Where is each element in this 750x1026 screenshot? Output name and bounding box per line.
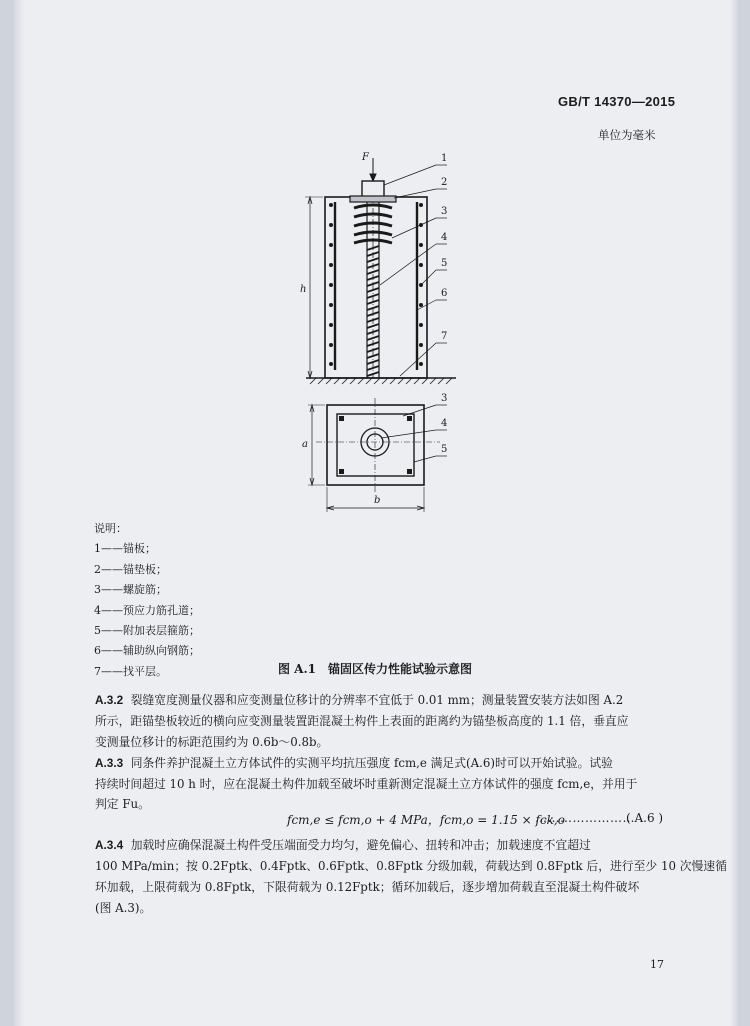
paragraph-a34-line1: A.3.4 加载时应确保混凝土构件受压端面受力均匀，避免偏心、扭转和冲击；加载速度不宜超过 (95, 838, 591, 852)
formula-number: ( A.6 ) (626, 811, 664, 825)
paragraph-a33-line2: 持续时间超过 10 h 时，应在混凝土构件加载至破坏时重新测定混凝土立方体试件的强度 fcm,e，并用于 (95, 777, 638, 791)
formula-dots: …………………… (535, 811, 635, 825)
legend-title: 说明： (94, 522, 127, 535)
paragraph-a34-line2: 100 MPa/min；按 0.2Fptk、0.4Fptk、0.6Fptk、0.8Fptk 分级加载，荷载达到 0.8Fptk 后，进行至少 10 次慢速循 (95, 859, 727, 873)
legend-item: 6——辅助纵向钢筋； (94, 644, 200, 658)
paragraph-a32-line3: 变测量位移计的标距范围约为 0.6b～0.8b。 (95, 735, 329, 749)
legend-item: 2——锚垫板； (94, 562, 167, 576)
callout-3: 3 (441, 206, 448, 217)
paragraph-a34-line4: (图 A.3)。 (95, 901, 152, 915)
figure-caption: 图 A.1 锚固区传力性能试验示意图 (277, 662, 473, 676)
paragraph-a32-line2: 所示，距锚垫板较近的横向应变测量装置距混凝土构件上表面的距离约为锚垫板高度的 1.1 倍，垂直应 (95, 714, 629, 728)
callout-1: 1 (441, 153, 448, 164)
clause-number: A.3.4 (95, 838, 124, 852)
force-label: F (362, 152, 369, 163)
plan-callout-4: 4 (441, 418, 448, 429)
paragraph-a33-line3: 判定 Fu。 (95, 797, 150, 811)
legend-item: 4——预应力筋孔道； (94, 603, 200, 617)
bearing-plate (350, 196, 396, 202)
elevation-view (305, 158, 456, 384)
clause-number: A.3.2 (95, 693, 124, 707)
formula-expression: fcm,e ≤ fcm,o + 4 MPa，fcm,o = 1.15 × fck,o (287, 813, 565, 827)
plan-corner-bars (339, 416, 412, 474)
paragraph-a34-line3: 环加载，上限荷载为 0.8Fptk，下限荷载为 0.12Fptk；循环加载后，逐步增加荷载直至混凝土构件破坏 (95, 880, 640, 894)
dim-a-label: a (302, 439, 308, 450)
callout-2: 2 (441, 177, 448, 188)
paragraph-a33-line1: A.3.3 同条件养护混凝土立方体试件的实测平均抗压强度 fcm,e 满足式(A.6)时可以开始试验。试验 (95, 756, 613, 770)
dim-h-label: h (300, 284, 307, 295)
callout-6: 6 (441, 288, 448, 299)
page-number: 17 (650, 958, 664, 971)
clause-number: A.3.3 (95, 756, 124, 770)
ground-hatch (310, 378, 452, 384)
standard-number: GB/T 14370—2015 (558, 94, 676, 109)
legend-item: 7——找平层。 (94, 664, 167, 678)
force-arrowhead (370, 174, 376, 181)
callout-7: 7 (441, 331, 448, 342)
stirrup-dots (329, 203, 423, 366)
legend-item: 5——附加表层箍筋； (94, 624, 200, 638)
paragraph-a32-line1: A.3.2 裂缝宽度测量仪器和应变测量位移计的分辨率不宜低于 0.01 mm；测量装置安装方法如图 A.2 (95, 693, 624, 707)
legend-item: 1——锚板； (94, 542, 156, 556)
unit-note: 单位为毫米 (598, 128, 656, 142)
dim-b-label: b (374, 495, 381, 506)
figure-legend (94, 519, 200, 682)
plan-callout-5: 5 (441, 444, 448, 455)
longitudinal-bars (335, 202, 417, 370)
plan-callout-3: 3 (441, 393, 448, 404)
anchor-plate (362, 181, 384, 197)
callout-4: 4 (441, 232, 448, 243)
callout-5: 5 (441, 258, 448, 269)
legend-item: 3——螺旋筋； (94, 583, 167, 597)
plan-stirrup (337, 414, 414, 476)
